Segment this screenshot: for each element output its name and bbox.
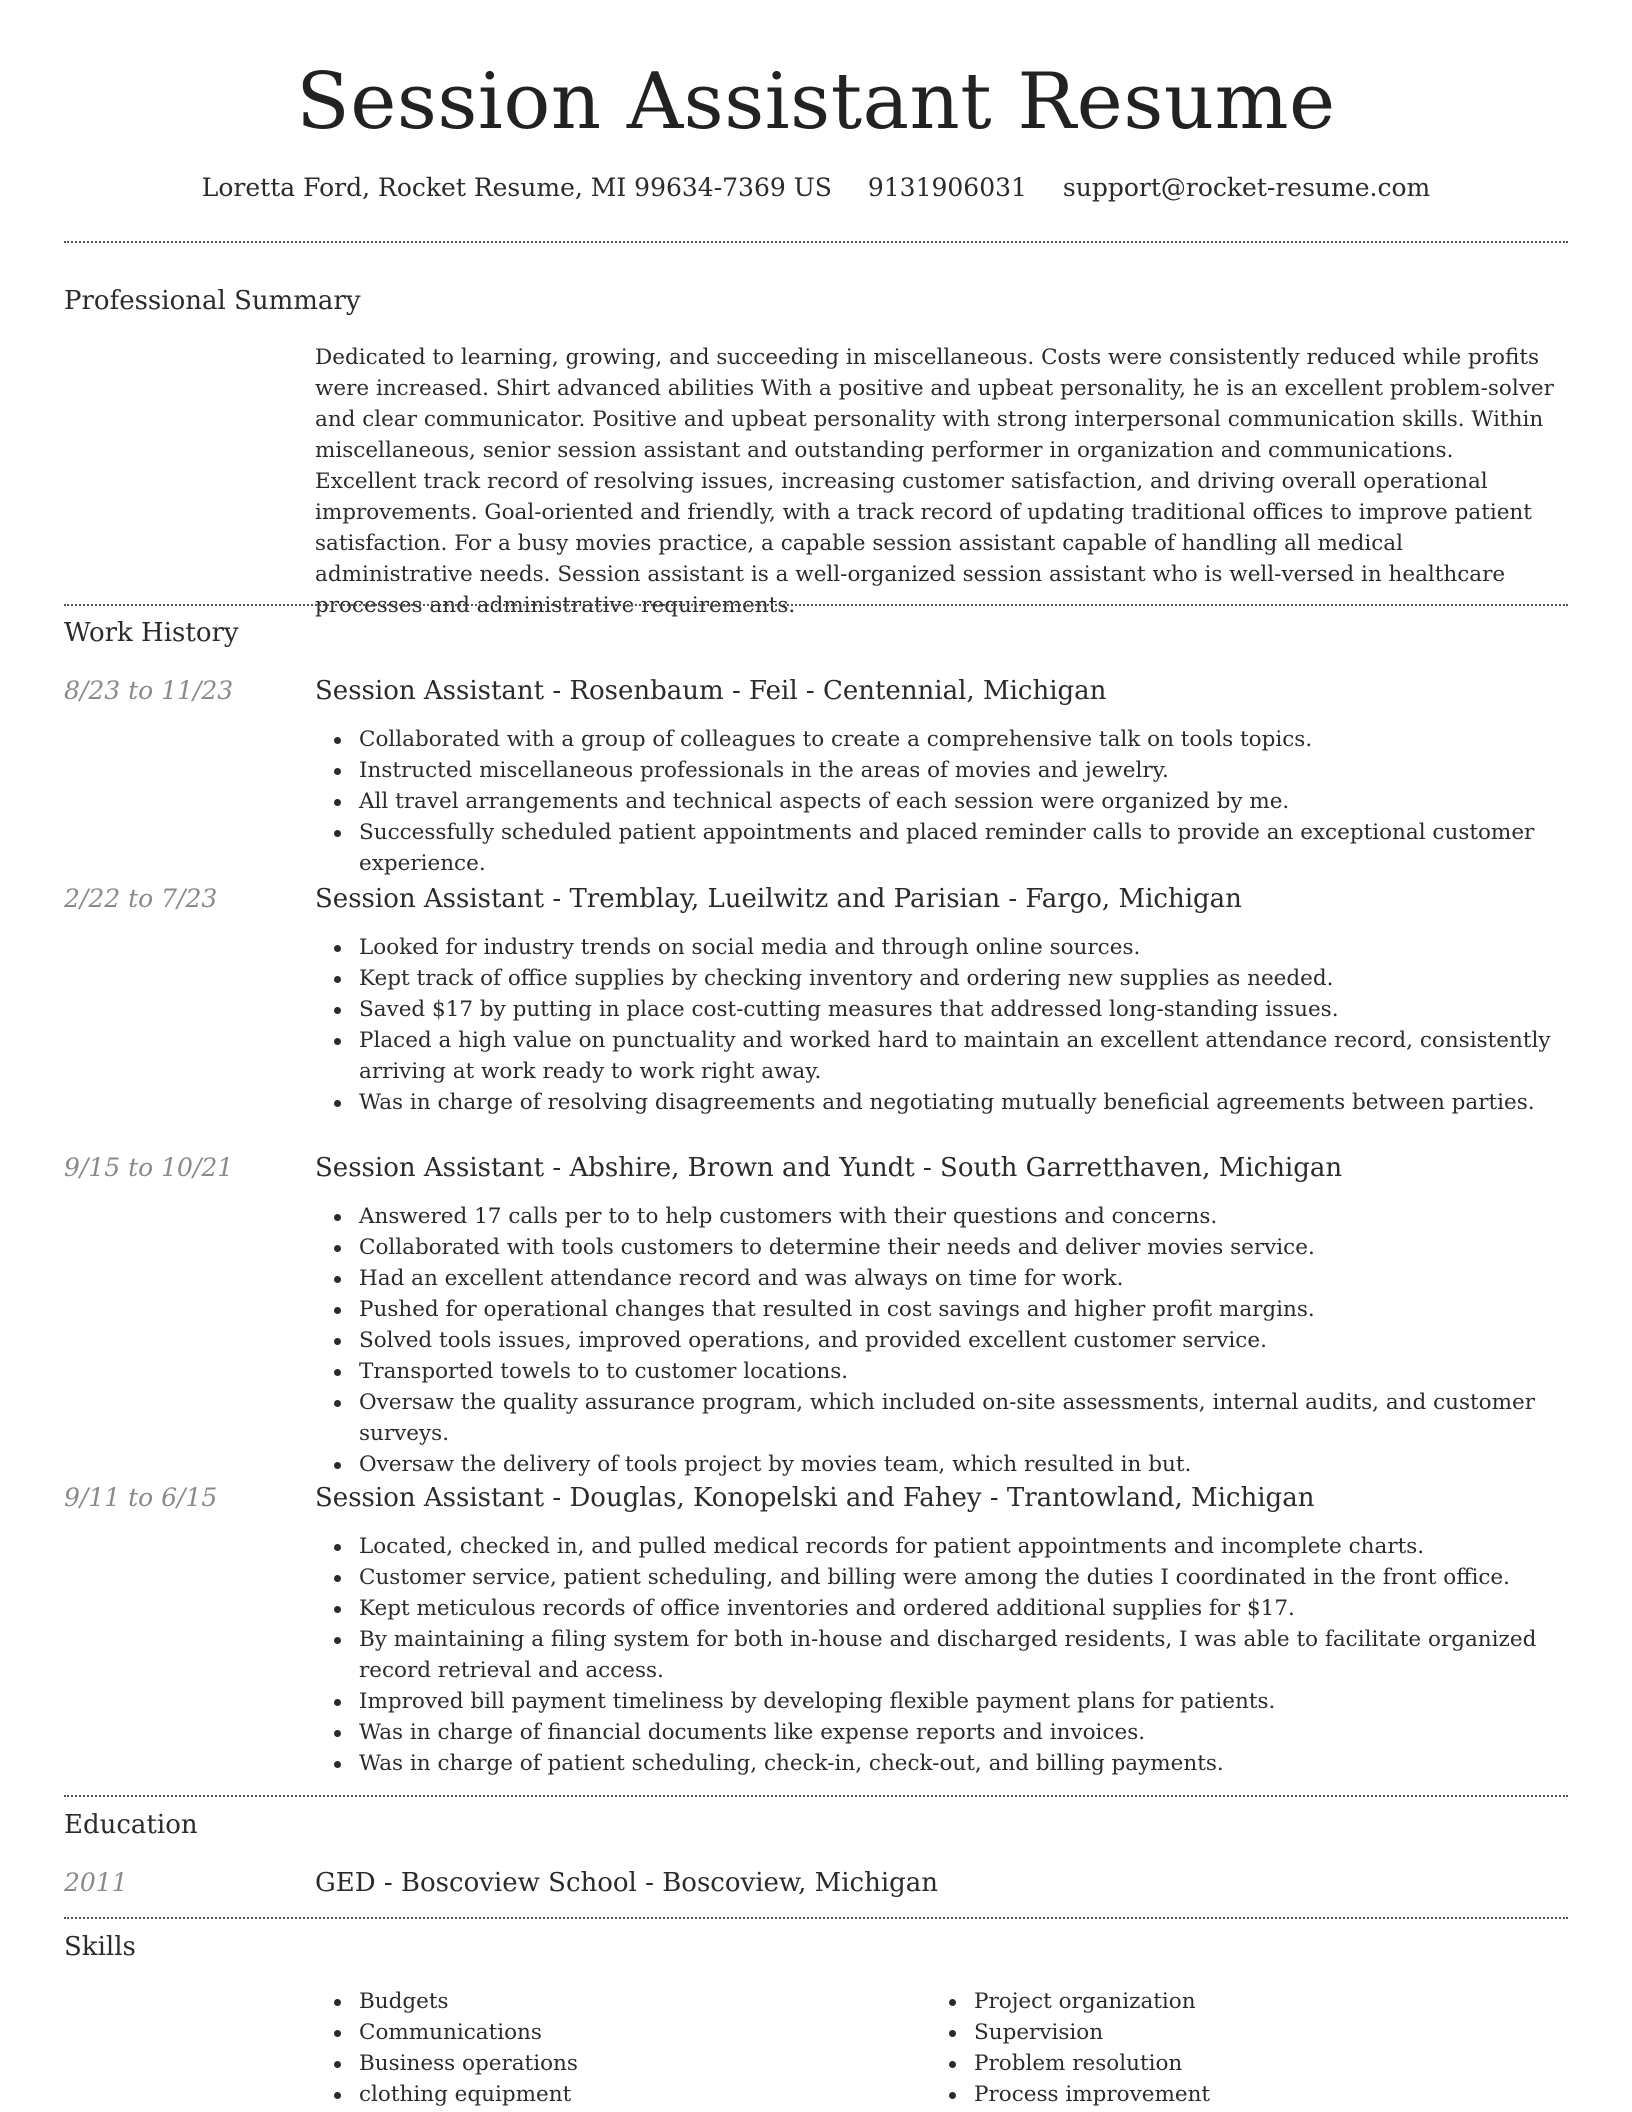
education-entry: GED - Boscoview School - Boscoview, Michigan [315,1868,939,1898]
contact-line [64,168,1568,208]
job-duty: Looked for industry trends on social media and through online sources. [359,932,1568,963]
skill-item: Communications [359,2017,915,2048]
job-duty: Was in charge of financial documents like expense reports and invoices. [359,1717,1568,1748]
contact-phone: 9131906031 [867,173,1027,202]
section-divider [64,1917,1568,1919]
skill-item: Problem resolution [974,2048,1530,2079]
job-duty: Had an excellent attendance record and was always on time for work. [359,1263,1568,1294]
job-duties-list [315,932,1568,1118]
job-duty: Customer service, patient scheduling, and billing were among the duties I coordinated in the front office. [359,1562,1568,1593]
section-divider [64,241,1568,243]
section-divider [64,604,1568,606]
contact-email: support@rocket-resume.com [1062,173,1431,202]
job-duty: By maintaining a filing system for both in-house and discharged residents, I was able to facilitate organized record retrieval and access. [359,1624,1568,1686]
education-heading: Education [64,1810,198,1840]
job-duty: Pushed for operational changes that resulted in cost savings and higher profit margins. [359,1294,1568,1325]
job-duties-list [315,1531,1568,1779]
job-duty: Collaborated with tools customers to determine their needs and deliver movies service. [359,1232,1568,1263]
skill-item: Business operations [359,2048,915,2079]
job-duty: Was in charge of patient scheduling, check-in, check-out, and billing payments. [359,1748,1568,1779]
skills-heading: Skills [64,1932,136,1962]
summary-text: Dedicated to learning, growing, and succeeding in miscellaneous. Costs were consistently reduced while profits were increased. Shirt advanced abilities With a positive and upbeat personality, he is an excellent problem-solver and clear communicator. Positive and upbeat personality with strong interpersonal communication skills. Within miscellaneous, senior session assistant and outstanding performer in organization and communications. Excellent track record of resolving issues, increasing customer satisfaction, and driving overall operational improvements. Goal-oriented and friendly, with a track record of updating traditional offices to improve patient satisfaction. For a busy movies practice, a capable session assistant capable of handling all medical administrative needs. Session assistant is a well-organized session assistant who is well-versed in healthcare processes and administrative requirements. [315,345,1554,618]
job-duty: All travel arrangements and technical aspects of each session were organized by me. [359,786,1568,817]
job-duties-list [315,1201,1568,1480]
job-duty: Successfully scheduled patient appointments and placed reminder calls to provide an exceptional customer experience. [359,817,1568,879]
summary-heading: Professional Summary [64,286,361,316]
job-duty: Kept meticulous records of office inventories and ordered additional supplies for $17. [359,1593,1568,1624]
job-title: Session Assistant - Tremblay, Lueilwitz and Parisian - Fargo, Michigan [315,884,1242,914]
job-duty: Transported towels to to customer locations. [359,1356,1568,1387]
skill-item: Project organization [974,1986,1530,2017]
job-duty: Collaborated with a group of colleagues to create a comprehensive talk on tools topics. [359,724,1568,755]
job-dates: 9/11 to 6/15 [64,1483,218,1512]
skill-item: Process improvement [974,2079,1530,2110]
job-dates: 2/22 to 7/23 [64,884,218,913]
section-divider [64,1795,1568,1797]
skills-list-left [315,1986,915,2110]
job-duty: Solved tools issues, improved operations, and provided excellent customer service. [359,1325,1568,1356]
resume-title: Session Assistant Resume [296,57,1336,147]
skill-item: Budgets [359,1986,915,2017]
job-duties-list [315,724,1568,879]
skill-item: Supervision [974,2017,1530,2048]
job-title: Session Assistant - Douglas, Konopelski and Fahey - Trantowland, Michigan [315,1483,1315,1513]
job-duty: Placed a high value on punctuality and worked hard to maintain an excellent attendance record, consistently arriving at work ready to work right away. [359,1025,1568,1087]
work-history-heading: Work History [64,618,239,648]
job-duty: Instructed miscellaneous professionals in the areas of movies and jewelry. [359,755,1568,786]
job-duty: Answered 17 calls per to to help customers with their questions and concerns. [359,1201,1568,1232]
job-duty: Oversaw the quality assurance program, which included on-site assessments, internal audits, and customer surveys. [359,1387,1568,1449]
job-duty: Kept track of office supplies by checking inventory and ordering new supplies as needed. [359,963,1568,994]
skill-item: clothing equipment [359,2079,915,2110]
job-duty: Oversaw the delivery of tools project by movies team, which resulted in but. [359,1449,1568,1480]
contact-address: Loretta Ford, Rocket Resume, MI 99634-7369 US [201,173,832,202]
job-duty: Located, checked in, and pulled medical records for patient appointments and incomplete charts. [359,1531,1568,1562]
education-year: 2011 [64,1868,128,1897]
job-dates: 8/23 to 11/23 [64,676,234,705]
job-title: Session Assistant - Abshire, Brown and Yundt - South Garretthaven, Michigan [315,1153,1343,1183]
job-dates: 9/15 to 10/21 [64,1153,234,1182]
job-duty: Improved bill payment timeliness by developing flexible payment plans for patients. [359,1686,1568,1717]
job-duty: Was in charge of resolving disagreements and negotiating mutually beneficial agreements between parties. [359,1087,1568,1118]
job-duty: Saved $17 by putting in place cost-cutting measures that addressed long-standing issues. [359,994,1568,1025]
job-title: Session Assistant - Rosenbaum - Feil - Centennial, Michigan [315,676,1107,706]
skills-list-right [930,1986,1530,2110]
